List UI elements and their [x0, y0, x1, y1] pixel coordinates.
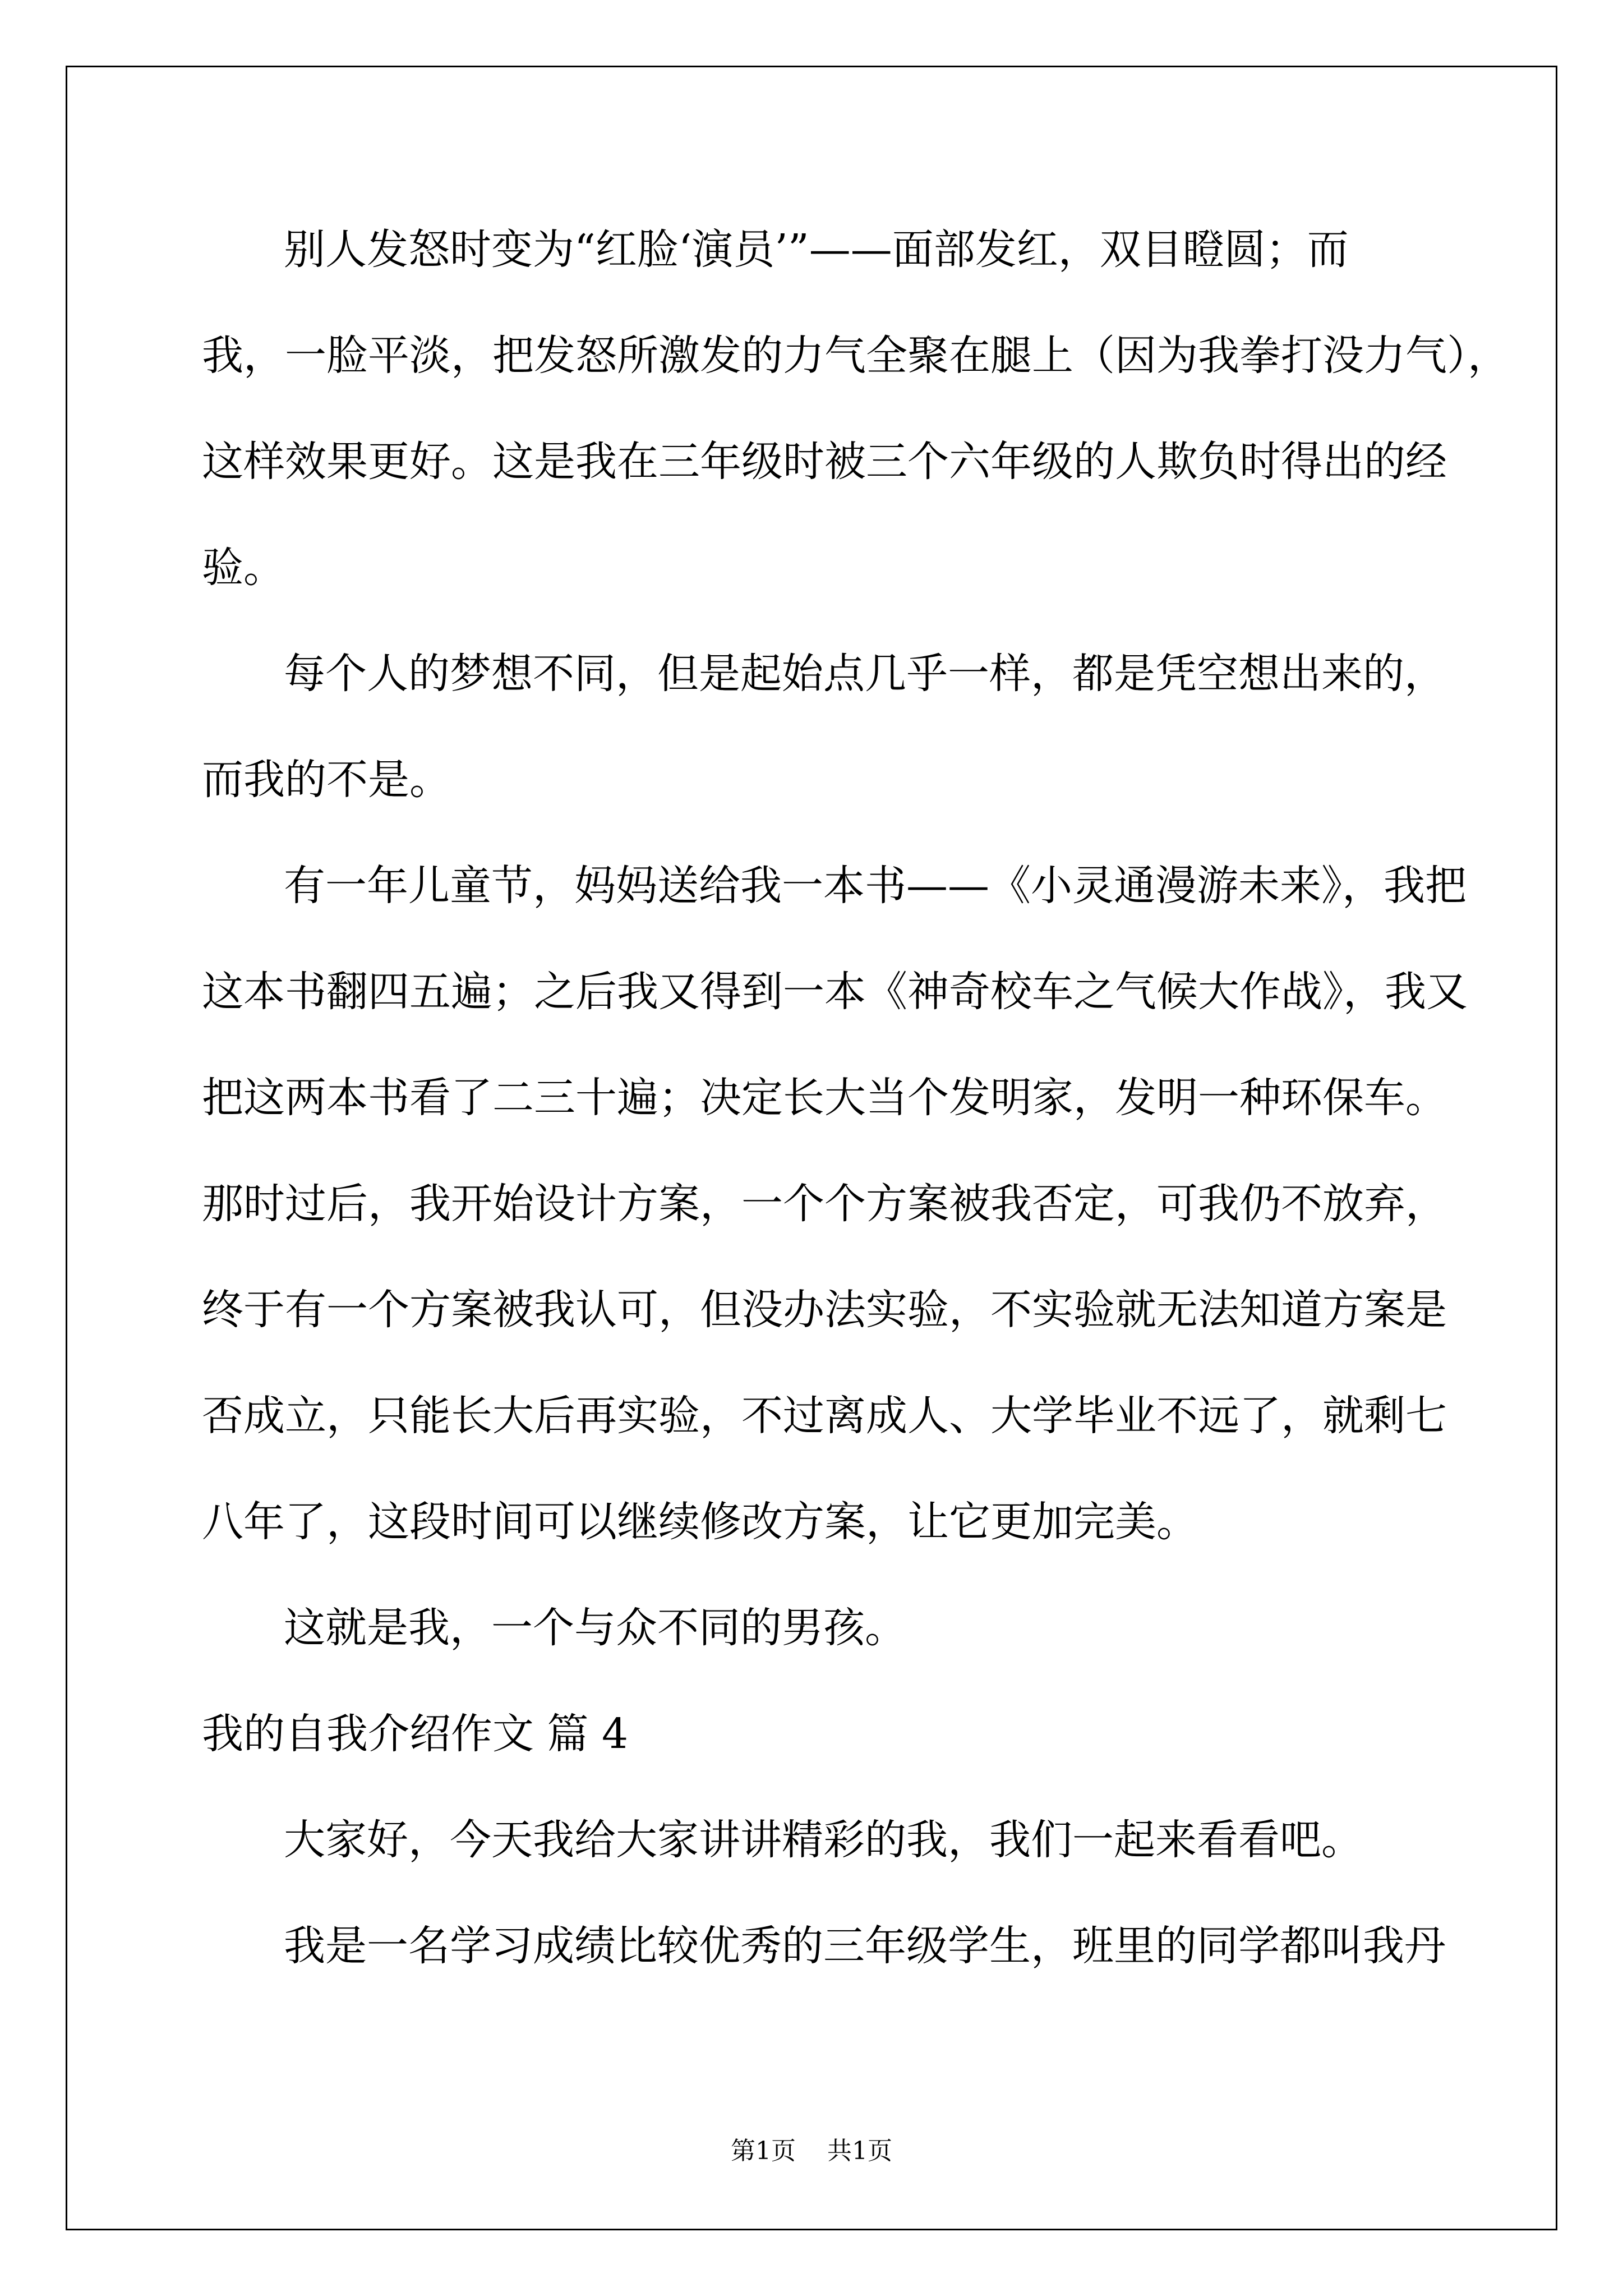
- paragraph-line: 验。: [202, 544, 285, 592]
- page-border: [66, 66, 1557, 2230]
- paragraph-line: 有一年儿童节，妈妈送给我一本书——《小灵通漫游未来》，我把: [284, 862, 1467, 910]
- paragraph-line: 别人发怒时变为“红脸‘演员’”——面部发红，双目瞪圆；而: [284, 226, 1349, 274]
- paragraph-line: 而我的不是。: [202, 756, 451, 804]
- page-footer: 第1页 共1页: [731, 2137, 892, 2165]
- paragraph-line: 每个人的梦想不同，但是起始点几乎一样，都是凭空想出来的，: [284, 650, 1446, 698]
- paragraph-line: 这就是我，一个与众不同的男孩。: [284, 1604, 906, 1652]
- section-heading: 我的自我介绍作文 篇 4: [202, 1710, 629, 1758]
- paragraph-line: 把这两本书看了二三十遍；决定长大当个发明家，发明一种环保车。: [202, 1074, 1447, 1122]
- paragraph-line: 这本书翻四五遍；之后我又得到一本《神奇校车之气候大作战》，我又: [202, 968, 1468, 1016]
- paragraph-line: 否成立，只能长大后再实验，不过离成人、大学毕业不远了，就剩七: [202, 1392, 1447, 1440]
- paragraph-line: 大家好，今天我给大家讲讲精彩的我，我们一起来看看吧。: [284, 1816, 1363, 1864]
- paragraph-line: 终于有一个方案被我认可，但没办法实验，不实验就无法知道方案是: [202, 1286, 1447, 1334]
- paragraph-line: 八年了，这段时间可以继续修改方案，让它更加完美。: [202, 1498, 1198, 1546]
- paragraph-line: 我，一脸平淡，把发怒所激发的力气全聚在腿上（因为我拳打没力气），: [202, 332, 1509, 380]
- paragraph-line: 那时过后，我开始设计方案，一个个方案被我否定，可我仍不放弃，: [202, 1180, 1447, 1228]
- paragraph-line: 我是一名学习成绩比较优秀的三年级学生，班里的同学都叫我丹: [284, 1922, 1446, 1970]
- paragraph-line: 这样效果更好。这是我在三年级时被三个六年级的人欺负时得出的经: [202, 438, 1447, 486]
